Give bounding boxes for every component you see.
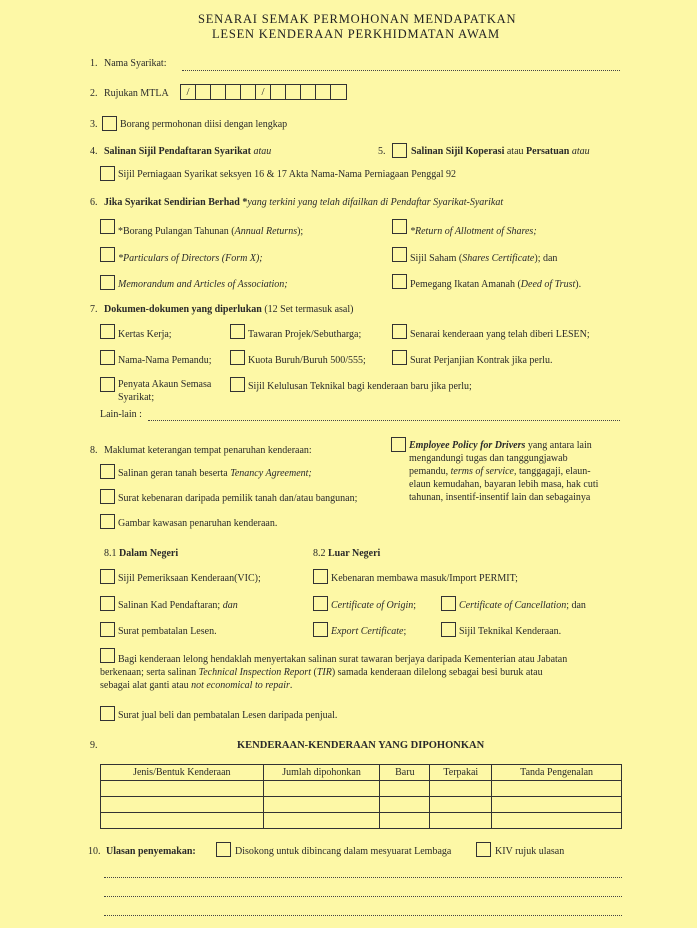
table-row <box>101 797 622 813</box>
col-header: Terpakai <box>430 765 492 781</box>
s6-a1-label: *Borang Pulangan Tahunan (Annual Returns); <box>118 226 304 237</box>
s6-b1-label: *Return of Allotment of Shares; <box>410 226 537 237</box>
s81-batal-label: Surat pembatalan Lesen. <box>118 626 217 637</box>
table-cell[interactable] <box>430 797 492 813</box>
s82-export-label: Export Certificate; <box>331 626 407 637</box>
form-title-line1: SENARAI SEMAK PERMOHONAN MENDAPATKAN <box>198 12 517 26</box>
col-header: Tanda Pengenalan <box>492 765 622 781</box>
s8-employee-line4: elaun kemudahan, bayaran lebih masa, hak cuti <box>409 479 599 490</box>
mtla-box <box>271 85 286 99</box>
s6-number: 6. <box>90 197 98 208</box>
s7-penyata-checkbox[interactable] <box>100 377 115 392</box>
s7-tawaran-label: Tawaran Projek/Sebutharga; <box>248 329 362 340</box>
table-cell[interactable] <box>263 797 380 813</box>
table-cell[interactable] <box>380 813 430 829</box>
mtla-box: / <box>181 85 196 99</box>
s7-nama-checkbox[interactable] <box>100 350 115 365</box>
s4-sub-checkbox[interactable] <box>100 166 115 181</box>
s81-batal-checkbox[interactable] <box>100 622 115 637</box>
s8-employee-line5: tahunan, insentif-insentif lain dan sebagainya <box>409 492 591 503</box>
s82-origin-label: Certificate of Origin; <box>331 600 416 611</box>
company-name-field[interactable] <box>182 70 620 71</box>
s5-label: Salinan Sijil Koperasi atau Persatuan atau <box>411 146 590 157</box>
s81-vic-checkbox[interactable] <box>100 569 115 584</box>
s8-lelong-checkbox[interactable] <box>100 648 115 663</box>
s4-number: 4. <box>90 146 98 157</box>
s82-export-checkbox[interactable] <box>313 622 328 637</box>
s82-cancel-label: Certificate of Cancellation; dan <box>459 600 586 611</box>
s7-penyata-label1: Penyata Akaun Semasa <box>118 379 212 390</box>
s1-number: 1. <box>90 58 98 69</box>
s8-lelong-line3: sebagai alat ganti atau not economical to repair. <box>100 680 293 691</box>
s7-surat-checkbox[interactable] <box>392 350 407 365</box>
table-cell[interactable] <box>263 781 380 797</box>
s6-a3-checkbox[interactable] <box>100 275 115 290</box>
s7-senarai-checkbox[interactable] <box>392 324 407 339</box>
table-row <box>101 781 622 797</box>
table-cell[interactable] <box>492 797 622 813</box>
s8-surat-label: Surat kebenaran daripada pemilik tanah dan/atau bangunan; <box>118 493 358 504</box>
table-cell[interactable] <box>430 813 492 829</box>
s4-sub-label: Sijil Perniagaan Syarikat seksyen 16 & 17 Akta Nama-Nama Perniagaan Penggal 92 <box>118 169 456 180</box>
s6-b3-label: Pemegang Ikatan Amanah (Deed of Trust). <box>410 279 582 290</box>
mtla-box <box>286 85 301 99</box>
table-cell[interactable] <box>101 781 264 797</box>
s8-gambar-label: Gambar kawasan penaruhan kenderaan. <box>118 518 278 529</box>
s3-label: Borang permohonan diisi dengan lengkap <box>120 119 288 130</box>
s10-disokong-checkbox[interactable] <box>216 842 231 857</box>
s7-kuota-label: Kuota Buruh/Buruh 500/555; <box>248 355 366 366</box>
mtla-box <box>316 85 331 99</box>
s8-employee-line3: pemandu, terms of service, tanggagaji, elaun- <box>409 466 591 477</box>
s8-geran-checkbox[interactable] <box>100 464 115 479</box>
s8-gambar-checkbox[interactable] <box>100 514 115 529</box>
s2-number: 2. <box>90 88 98 99</box>
col-header: Jenis/Bentuk Kenderaan <box>101 765 264 781</box>
s8-surat-checkbox[interactable] <box>100 489 115 504</box>
col-header: Baru <box>380 765 430 781</box>
s7-penyata-label2: Syarikat; <box>118 392 155 403</box>
table-row <box>101 813 622 829</box>
s82-teknikal-label: Sijil Teknikal Kenderaan. <box>459 626 562 637</box>
s4-label: Salinan Sijil Pendaftaran Syarikat atau <box>104 146 272 157</box>
s6-a1-checkbox[interactable] <box>100 219 115 234</box>
s6-a2-label: *Particulars of Directors (Form X); <box>118 253 263 264</box>
s10-kiv-checkbox[interactable] <box>476 842 491 857</box>
s10-kiv-label: KIV rujuk ulasan <box>495 846 565 857</box>
s8-lelong-line2: berkenaan; serta salinan Technical Inspection Report (TIR) samada kenderaan dilelong sebagai besi buruk atau <box>100 667 543 678</box>
s9-title: KENDERAAN-KENDERAAN YANG DIPOHONKAN <box>237 740 485 751</box>
s7-lain-label: Lain-lain : <box>100 409 142 420</box>
s10-disokong-label: Disokong untuk dibincang dalam mesyuarat Lembaga <box>235 846 452 857</box>
mtla-box <box>211 85 226 99</box>
s7-kuota-checkbox[interactable] <box>230 350 245 365</box>
mtla-reference-field[interactable] <box>180 84 347 100</box>
s6-a2-checkbox[interactable] <box>100 247 115 262</box>
s6-a3-label: Memorandum and Articles of Association; <box>118 279 288 290</box>
s82-teknikal-checkbox[interactable] <box>441 622 456 637</box>
s7-senarai-label: Senarai kenderaan yang telah diberi LESEN; <box>410 329 590 340</box>
table-cell[interactable] <box>101 813 264 829</box>
s8-label: Maklumat keterangan tempat penaruhan kenderaan: <box>104 445 312 456</box>
s7-tawaran-checkbox[interactable] <box>230 324 245 339</box>
s1-label: Nama Syarikat: <box>104 58 167 69</box>
mtla-box <box>301 85 316 99</box>
table-cell[interactable] <box>101 797 264 813</box>
s8-jual-checkbox[interactable] <box>100 706 115 721</box>
remarks-line-1[interactable] <box>104 877 622 878</box>
col-header: Jumlah dipohonkan <box>263 765 380 781</box>
s8-employee-line2: mengandungi tugas dan tanggungjawab <box>409 453 568 464</box>
s81-kad-checkbox[interactable] <box>100 596 115 611</box>
s8-geran-label: Salinan geran tanah beserta Tenancy Agreement; <box>118 468 312 479</box>
table-cell[interactable] <box>380 797 430 813</box>
s81-vic-label: Sijil Pemeriksaan Kenderaan(VIC); <box>118 573 261 584</box>
s8-employee-checkbox[interactable] <box>391 437 406 452</box>
s6-b2-label: Sijil Saham (Shares Certificate); dan <box>410 253 558 264</box>
s6-b1-checkbox[interactable] <box>392 219 407 234</box>
s7-surat-label: Surat Perjanjian Kontrak jika perlu. <box>410 355 553 366</box>
remarks-line-3[interactable] <box>104 915 622 916</box>
s82-heading: 8.2 Luar Negeri <box>313 548 381 559</box>
s7-label: Dokumen-dokumen yang diperlukan (12 Set termasuk asal) <box>104 304 354 315</box>
s8-employee-line1: Employee Policy for Drivers yang antara lain <box>409 440 592 451</box>
s6-b3-checkbox[interactable] <box>392 274 407 289</box>
s7-kertas-checkbox[interactable] <box>100 324 115 339</box>
table-header-row <box>101 765 622 781</box>
s7-lain-field[interactable] <box>148 420 620 421</box>
table-cell[interactable] <box>492 781 622 797</box>
s6-label: Jika Syarikat Sendirian Berhad *yang terkini yang telah difailkan di Pendaftar Syarikat-Syarikat <box>104 197 504 208</box>
s2-label: Rujukan MTLA <box>104 88 169 99</box>
mtla-box <box>241 85 256 99</box>
table-cell[interactable] <box>380 781 430 797</box>
s7-nama-label: Nama-Nama Pemandu; <box>118 355 212 366</box>
mtla-box <box>331 85 346 99</box>
table-cell[interactable] <box>492 813 622 829</box>
mtla-box <box>196 85 211 99</box>
mtla-box: / <box>256 85 271 99</box>
vehicle-table <box>100 764 622 829</box>
s7-number: 7. <box>90 304 98 315</box>
s82-permit-label: Kebenaran membawa masuk/Import PERMIT; <box>331 573 518 584</box>
s82-permit-checkbox[interactable] <box>313 569 328 584</box>
s82-cancel-checkbox[interactable] <box>441 596 456 611</box>
s8-lelong-line1: Bagi kenderaan lelong hendaklah menyertakan salinan surat tawaran berjaya daripada Kementerian atau Jabatan <box>118 654 568 665</box>
remarks-line-2[interactable] <box>104 896 622 897</box>
s3-number: 3. <box>90 119 98 130</box>
s10-label: Ulasan penyemakan: <box>106 846 196 857</box>
s9-number: 9. <box>90 740 98 751</box>
mtla-box <box>226 85 241 99</box>
s7-kertas-label: Kertas Kerja; <box>118 329 172 340</box>
table-cell[interactable] <box>430 781 492 797</box>
s8-jual-label: Surat jual beli dan pembatalan Lesen daripada penjual. <box>118 710 338 721</box>
s3-checkbox[interactable] <box>102 116 117 131</box>
s6-b2-checkbox[interactable] <box>392 247 407 262</box>
table-cell[interactable] <box>263 813 380 829</box>
s82-origin-checkbox[interactable] <box>313 596 328 611</box>
s81-kad-label: Salinan Kad Pendaftaran; dan <box>118 600 238 611</box>
s5-checkbox[interactable] <box>392 143 407 158</box>
s7-sijil-checkbox[interactable] <box>230 377 245 392</box>
s10-number: 10. <box>88 846 101 857</box>
s81-heading: 8.1 Dalam Negeri <box>104 548 179 559</box>
s7-sijil-label: Sijil Kelulusan Teknikal bagi kenderaan baru jika perlu; <box>248 381 472 392</box>
s5-number: 5. <box>378 146 386 157</box>
form-title-line2: LESEN KENDERAAN PERKHIDMATAN AWAM <box>212 27 500 41</box>
s8-number: 8. <box>90 445 98 456</box>
